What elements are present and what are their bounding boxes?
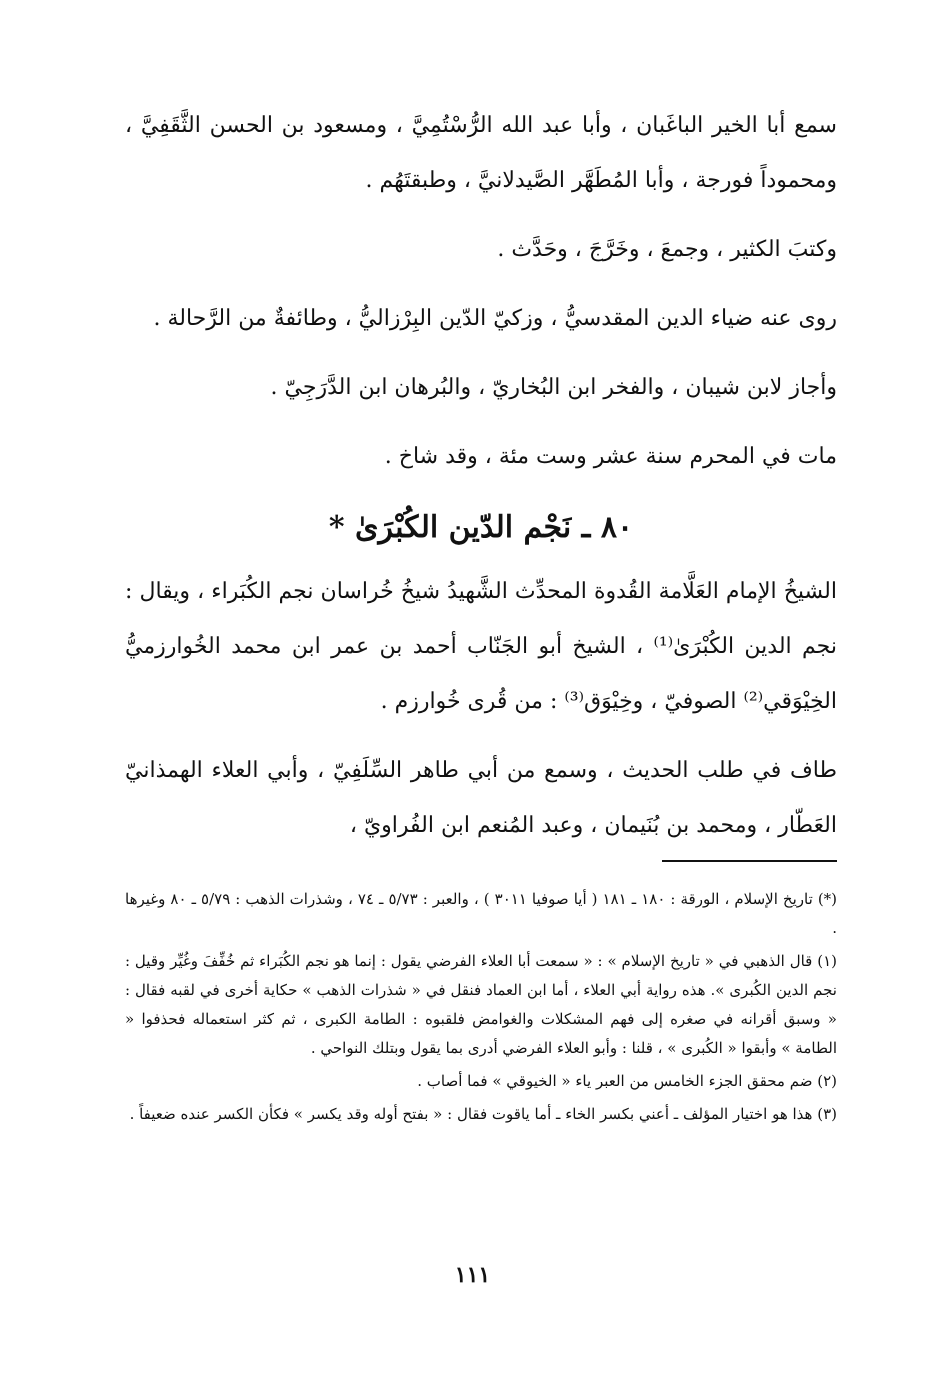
footnotes [125, 885, 837, 1133]
section-title: ٨٠ ـ نَجْم الدّين الكُبْرَىٰ * [328, 510, 634, 545]
footnote-1: (١) قال الذهبي في « تاريخ الإسلام » : « سمعت أبا العلاء الفرضي يقول : إنما هو نجم الكُبَراء ثم خُفِّفَ وغُيِّر وقيل : نجم الدين الكُبرى ». هذه رواية أبي العلاء ، أما ابن العماد فنقل في « شذرات الذهب » حكاية أخرى في لقبه فقال : « وسبق أقرانه في صغره إلى فهم المشكلات والغوامض فلقبوه : الطامة الكبرى ، ثم كثر استعماله فحذفوا « الطامة » وأبقوا « الكُبرى » ، قلنا : وأبو العلاء الفرضي أدرى بما يقول وبتلك النواحي . [125, 952, 837, 1057]
paragraph-biography: الشيخُ الإمام العَلَّامة القُدوة المحدِّث الشَّهيدُ شيخُ خُراسان نجم الكُبَراء ، ويقال : نجم الدين الكُبْرَىٰ⁽¹⁾ ، الشيخ أبو الجَنّاب أحمد بن عمر ابن محمد الخُوارزميُّ الخِيْوَقي⁽²⁾ الصوفيّ ، وخِيْوَق⁽³⁾ : من قُرى خُوارزم . [125, 579, 837, 714]
footnote-3: (٣) هذا هو اختيار المؤلف ـ أعني بكسر الخاء ـ أما ياقوت فقال : « بفتح أوله وقد يكسر » فكأن الكسر عنده ضعيفاً . [129, 1105, 837, 1123]
footnote-separator [662, 860, 837, 862]
page-number: ١١١ [454, 1262, 491, 1288]
footnote-2: (٢) ضم محقق الجزء الخامس من العبر ياء « الخيوقي » فما أصاب . [417, 1072, 837, 1090]
paragraph-licensed: وأجاز لابن شيبان ، والفخر ابن البُخاريّ ، والبُرهان ابن الدَّرَجِيّ . [270, 375, 837, 400]
main-text [125, 98, 837, 867]
paragraph-died: مات في المحرم سنة عشر وست مئة ، وقد شاخ . [384, 444, 837, 469]
paragraph-narrated: روى عنه ضياء الدين المقدسيُّ ، وزكيّ الدّين البِرْزاليُّ ، وطائفةٌ من الرَّحالة . [153, 306, 837, 331]
footnote-sources: (*) تاريخ الإسلام ، الورقة : ١٨٠ ـ ١٨١ ( أيا صوفيا ٣٠١١ ) ، والعبر : ٥/٧٣ ـ ٧٤ ، وشذرات الذهب : ٥/٧٩ ـ ٨٠ وغيرها . [125, 890, 838, 937]
paragraph-travels: طاف في طلب الحديث ، وسمع من أبي طاهر السِّلَفِيّ ، وأبي العلاء الهمذانيّ العَطّار ، ومحمد بن بُنَيمان ، وعبد المُنعم ابن الفُراويّ ، [125, 758, 837, 838]
paragraph-wrote: وكتبَ الكثير ، وجمعَ ، وخَرَّجَ ، وحَدَّث . [497, 237, 837, 262]
paragraph-heard: سمع أبا الخير الباغَبان ، وأبا عبد الله الرُّسْتُمِيَّ ، ومسعود بن الحسن الثَّقَفِيَّ ، ومحموداً فورجة ، وأبا المُطَهَّر الصَّيدلانيَّ ، وطبقتَهُم . [125, 113, 837, 193]
